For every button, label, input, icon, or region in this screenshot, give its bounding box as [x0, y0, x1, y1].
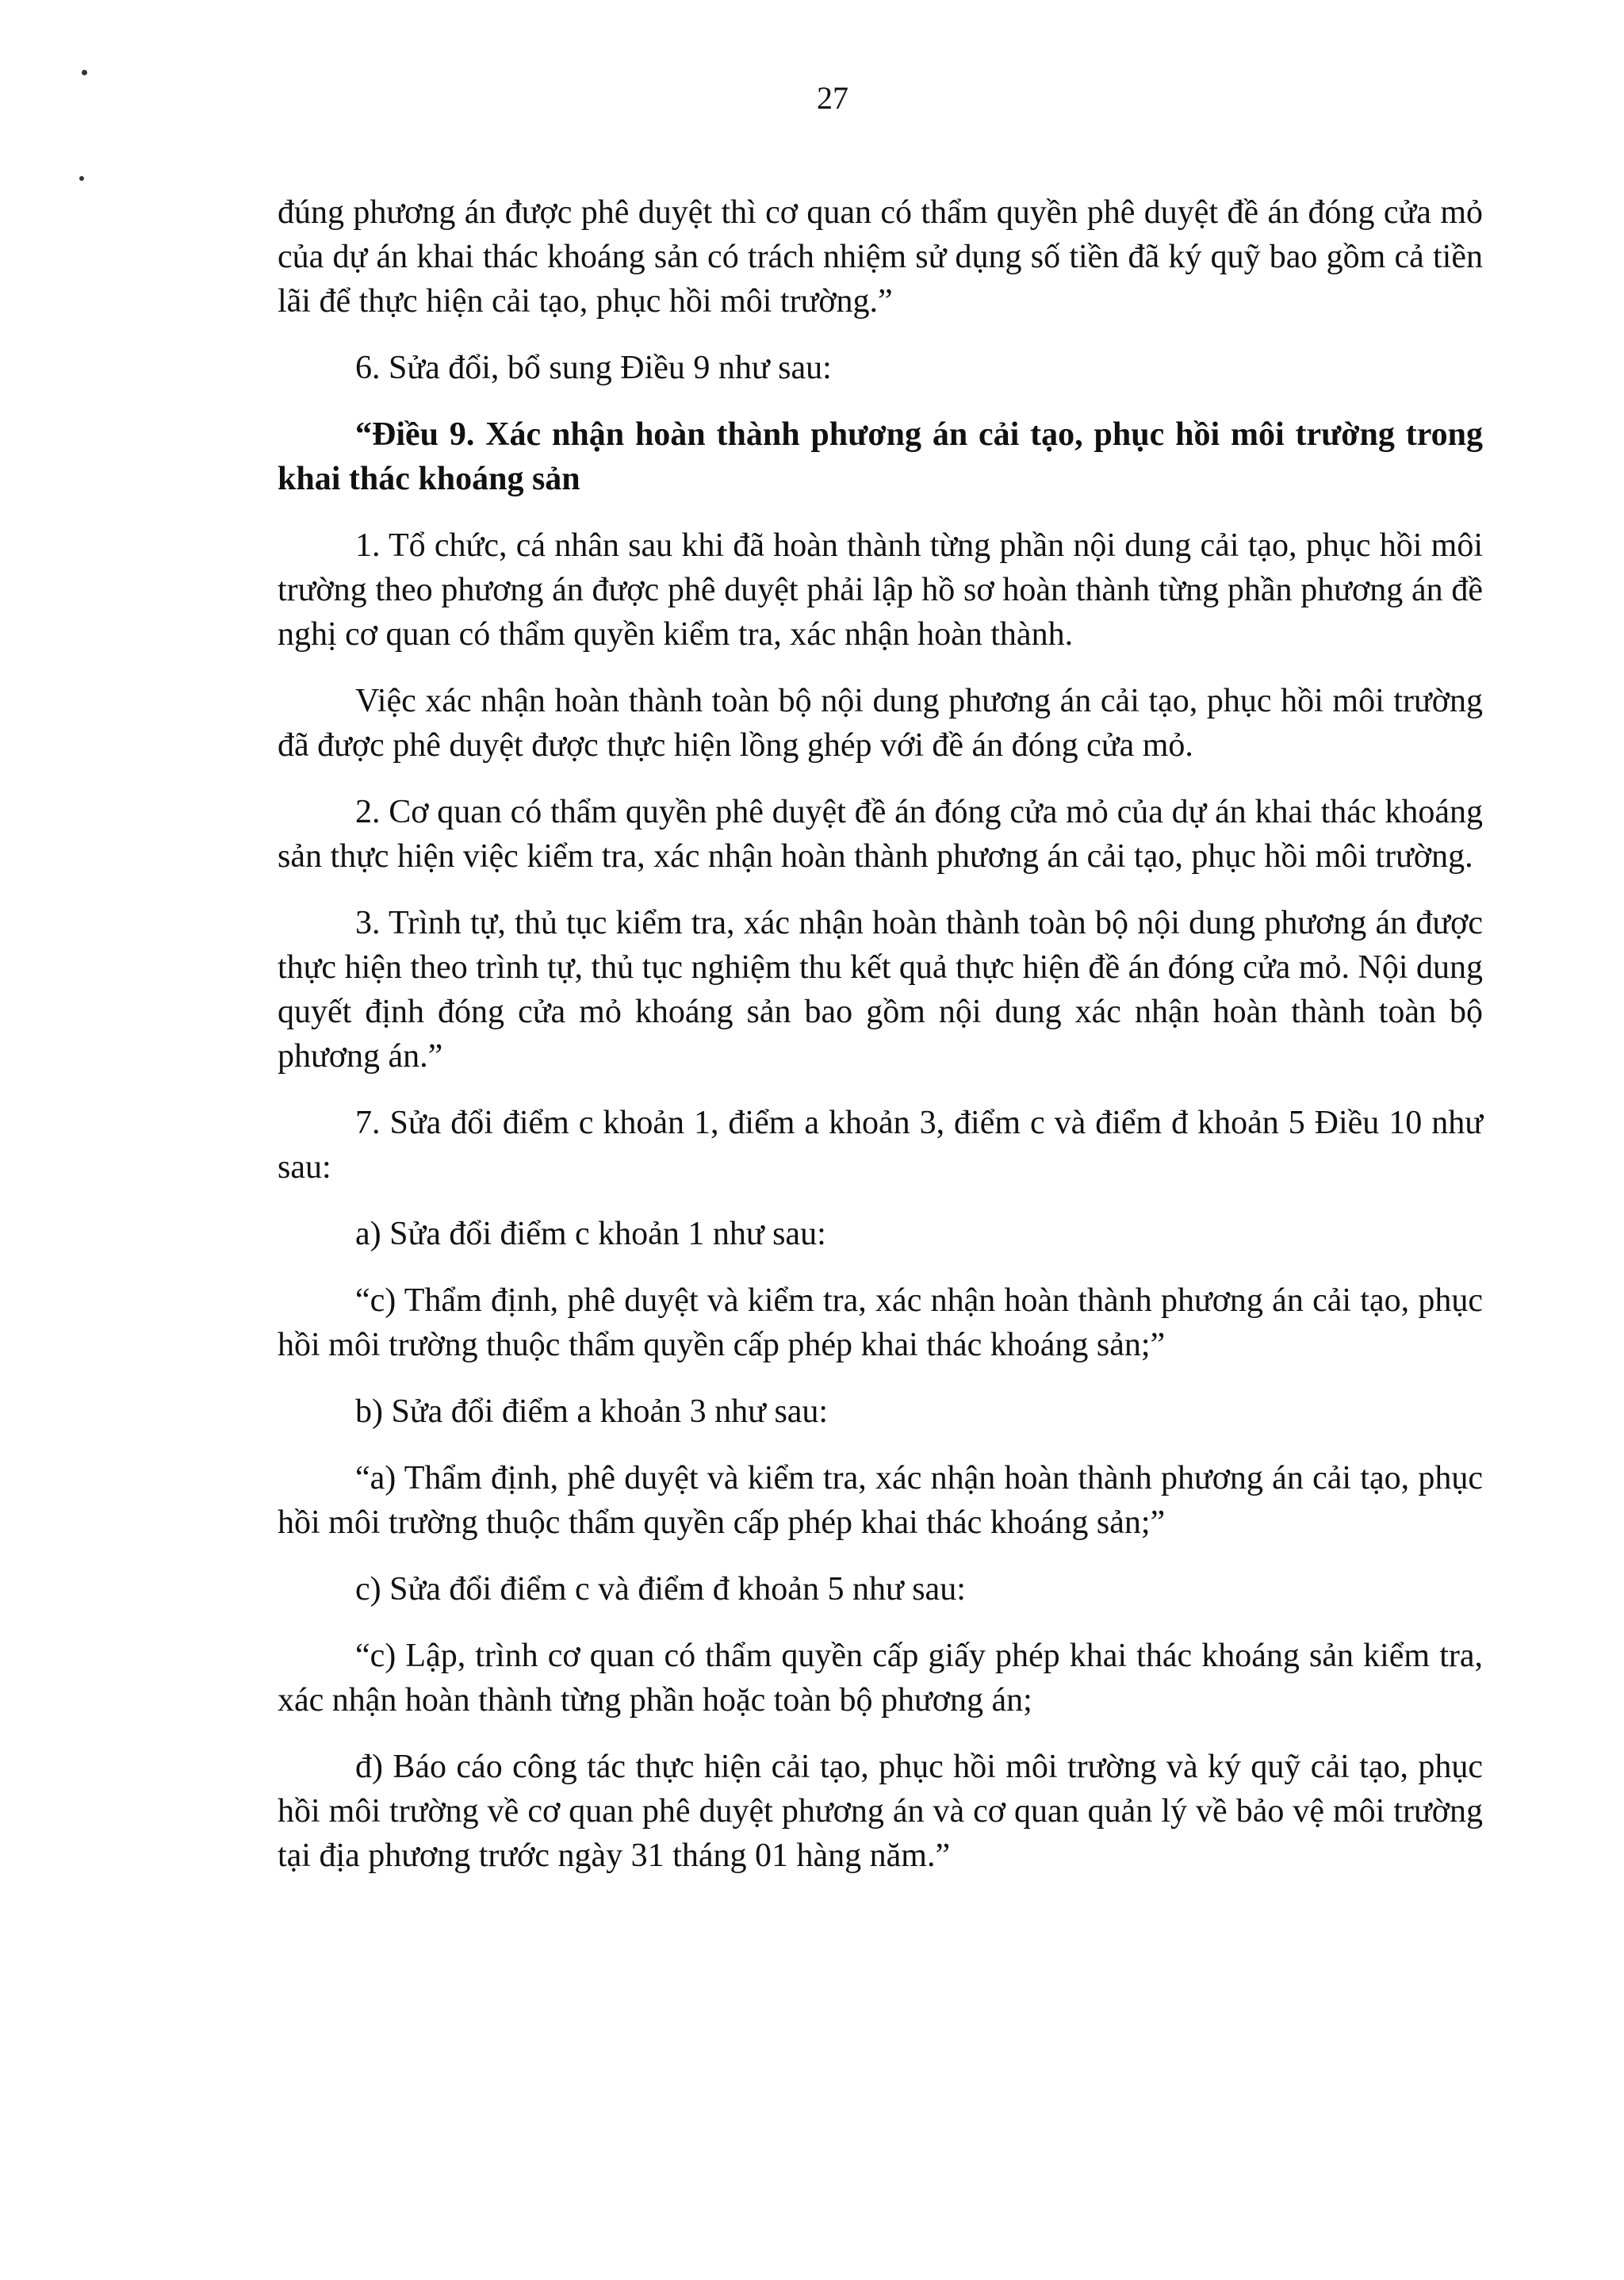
paragraph-point-a-text: “c) Thẩm định, phê duyệt và kiểm tra, xác nhận hoàn thành phương án cải tạo, phục hồi môi trường thuộc thẩm quyền cấp phép khai thác khoáng sản;”: [278, 1282, 1483, 1363]
page-number: 27: [817, 80, 848, 116]
paragraph-clause-1: 1. Tổ chức, cá nhân sau khi đã hoàn thành từng phần nội dung cải tạo, phục hồi môi trường theo phương án được phê duyệt phải lập hồ sơ hoàn thành từng phần phương án đề nghị cơ quan có thẩm quyền kiểm tra, xác nhận hoàn thành.: [278, 527, 1483, 653]
paragraph-point-a: a) Sửa đổi điểm c khoản 1 như sau:: [355, 1216, 826, 1252]
paragraph-point-c: c) Sửa đổi điểm c và điểm đ khoản 5 như sau:: [355, 1571, 966, 1607]
paragraph-clause-2: 2. Cơ quan có thẩm quyền phê duyệt đề án đóng cửa mỏ của dự án khai thác khoáng sản thực hiện việc kiểm tra, xác nhận hoàn thành phương án cải tạo, phục hồi môi trường.: [278, 794, 1483, 875]
scan-speck: [79, 176, 84, 181]
document-body: [278, 190, 1483, 1900]
paragraph-clause-3: 3. Trình tự, thủ tục kiểm tra, xác nhận hoàn thành toàn bộ nội dung phương án được thực hiện theo trình tự, thủ tục nghiệm thu kết quả thực hiện đề án đóng cửa mỏ. Nội dung quyết định đóng cửa mỏ khoáng sản bao gồm nội dung xác nhận hoàn thành toàn bộ phương án.”: [278, 905, 1483, 1075]
paragraph-item-7: 7. Sửa đổi điểm c khoản 1, điểm a khoản 3, điểm c và điểm đ khoản 5 Điều 10 như sau:: [278, 1105, 1483, 1186]
article-heading: “Điều 9. Xác nhận hoàn thành phương án cải tạo, phục hồi môi trường trong khai thác khoáng sản: [278, 416, 1483, 497]
paragraph-continuation: đúng phương án được phê duyệt thì cơ quan có thẩm quyền phê duyệt đề án đóng cửa mỏ của dự án khai thác khoáng sản có trách nhiệm sử dụng số tiền đã ký quỹ bao gồm cả tiền lãi để thực hiện cải tạo, phục hồi môi trường.”: [278, 194, 1483, 320]
paragraph-point-b-text: “a) Thẩm định, phê duyệt và kiểm tra, xác nhận hoàn thành phương án cải tạo, phục hồi môi trường thuộc thẩm quyền cấp phép khai thác khoáng sản;”: [278, 1460, 1483, 1541]
paragraph-point-c-text: “c) Lập, trình cơ quan có thẩm quyền cấp giấy phép khai thác khoáng sản kiểm tra, xác nhận hoàn thành từng phần hoặc toàn bộ phương án;: [278, 1638, 1483, 1719]
scan-speck: [82, 70, 87, 75]
paragraph-point-b: b) Sửa đổi điểm a khoản 3 như sau:: [355, 1393, 829, 1430]
paragraph-item-6: 6. Sửa đổi, bổ sung Điều 9 như sau:: [355, 350, 832, 386]
paragraph-point-dd-text: đ) Báo cáo công tác thực hiện cải tạo, phục hồi môi trường và ký quỹ cải tạo, phục hồi môi trường về cơ quan phê duyệt phương án và cơ quan quản lý về bảo vệ môi trường tại địa phương trước ngày 31 tháng 01 hàng năm.”: [278, 1749, 1483, 1874]
paragraph-clause-1-continued: Việc xác nhận hoàn thành toàn bộ nội dung phương án cải tạo, phục hồi môi trường đã được phê duyệt được thực hiện lồng ghép với đề án đóng cửa mỏ.: [278, 683, 1483, 764]
